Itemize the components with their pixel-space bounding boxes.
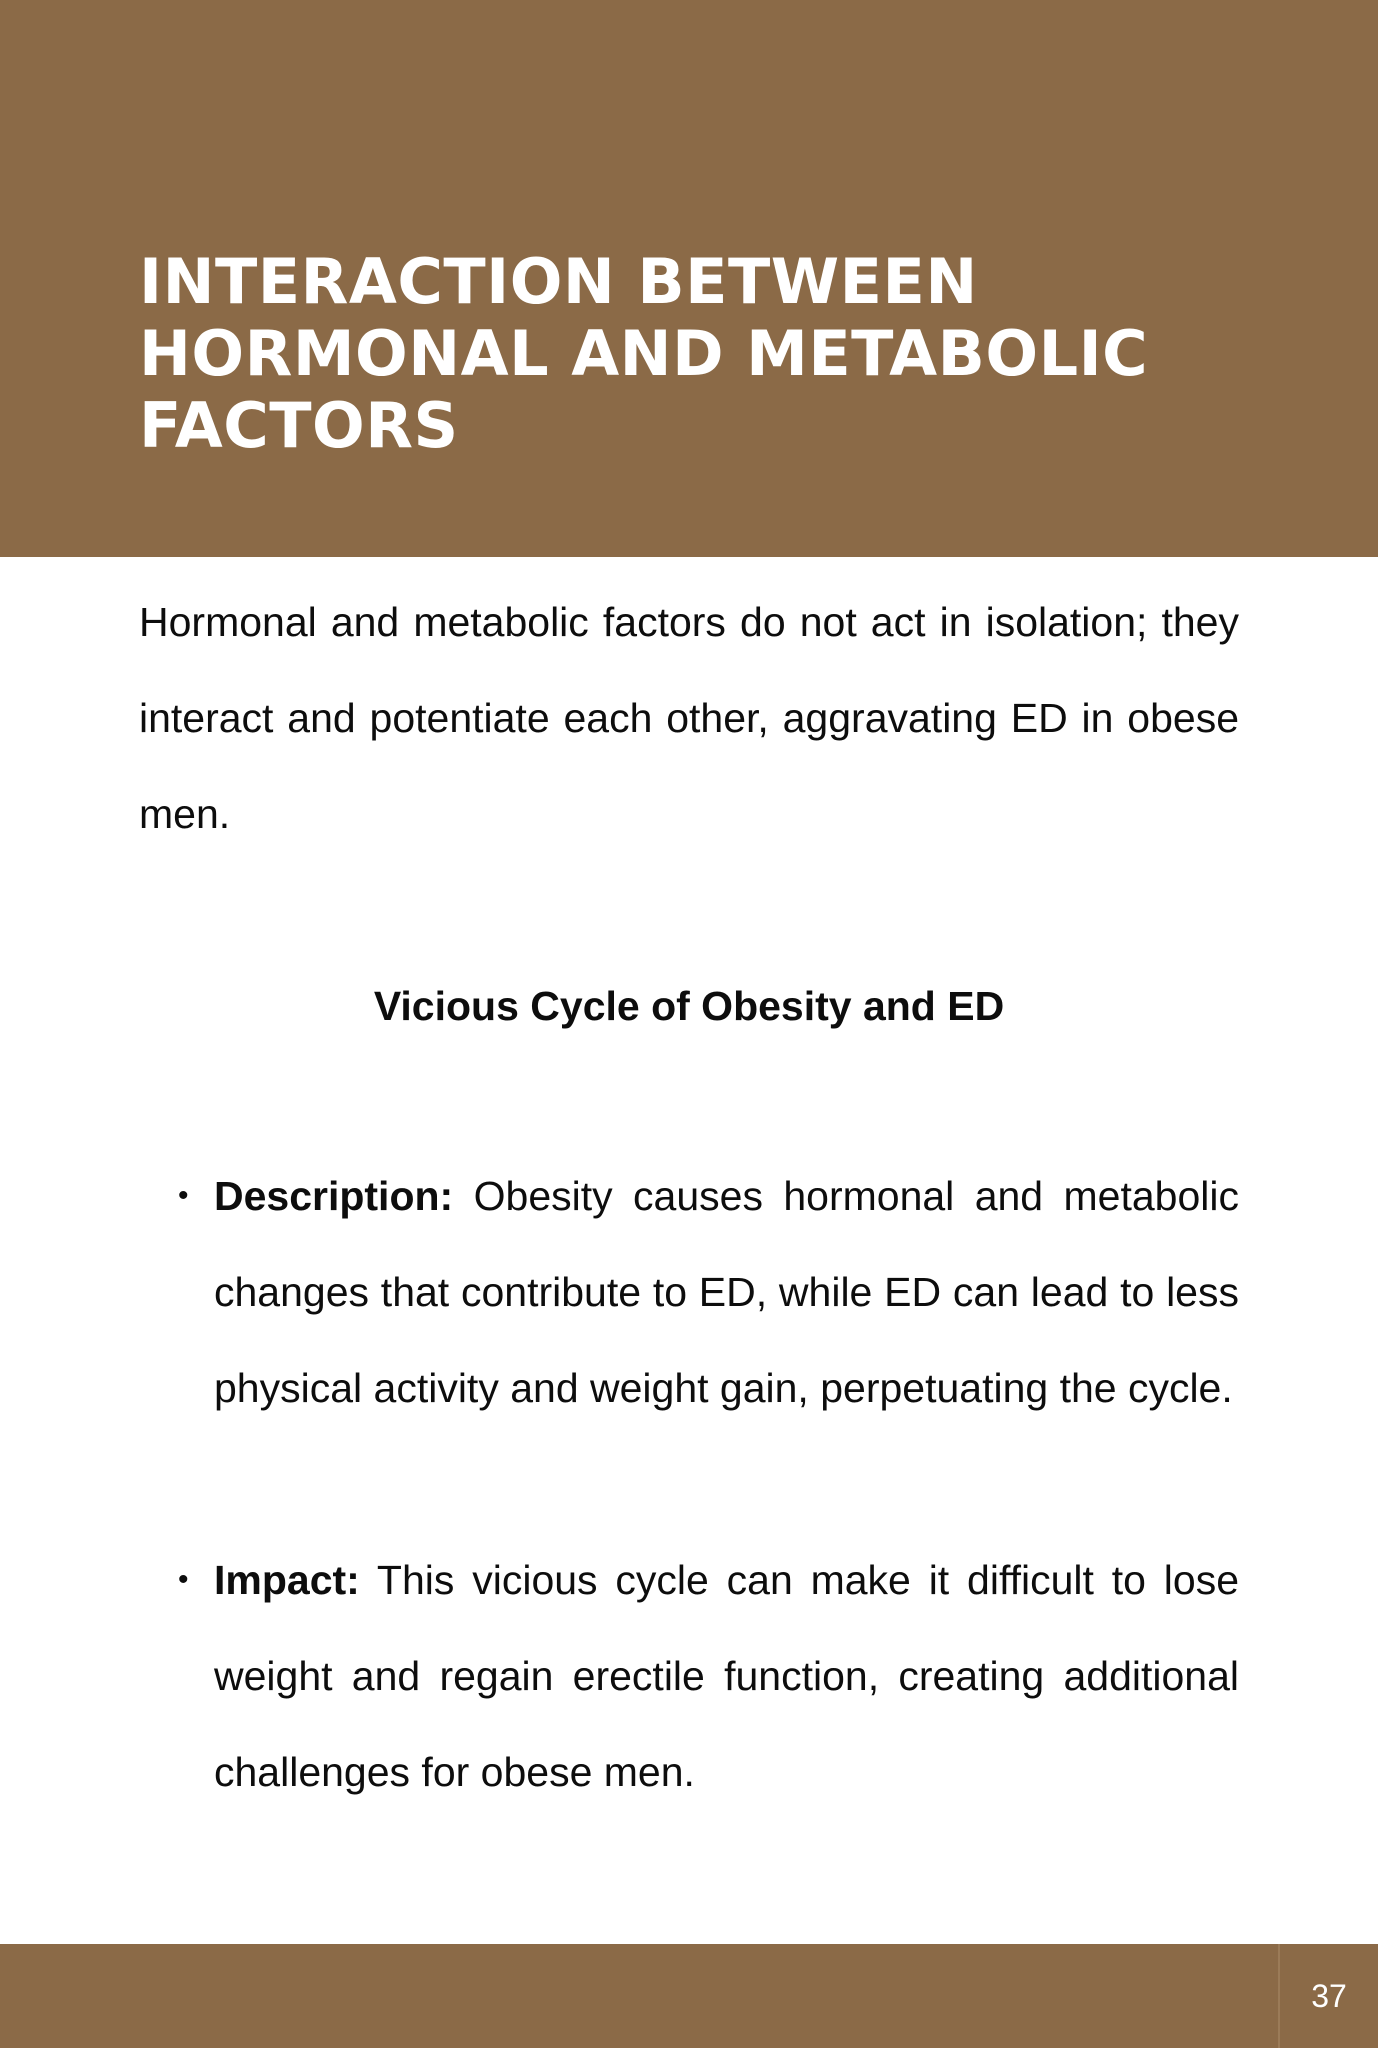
bullet-icon: • <box>178 1563 189 1596</box>
bullet-term: Description: <box>214 1173 454 1219</box>
footer-band <box>0 1944 1378 2048</box>
section-heading: Vicious Cycle of Obesity and ED <box>373 983 1005 1029</box>
page-number: 37 <box>1278 1944 1378 2048</box>
intro-paragraph: Hormonal and metabolic factors do not act in isolation; they interact and potentiate each other, aggravating ED in obese men. <box>139 599 1239 837</box>
bullet-item-impact <box>178 1532 1239 1820</box>
bullet-term: Impact: <box>214 1557 360 1603</box>
bullet-text: This vicious cycle can make it difficult to lose weight and regain erectile function, creating additional challenges for obese men. <box>214 1557 1239 1795</box>
bullet-text: Obesity causes hormonal and metabolic changes that contribute to ED, while ED can lead to less physical activity and weight gain, perpetuating the cycle. <box>214 1173 1239 1411</box>
bullet-icon: • <box>178 1179 189 1212</box>
bullet-item-description <box>178 1148 1239 1436</box>
page-title: INTERACTION BETWEEN HORMONAL AND METABOLIC FACTORS <box>139 245 1149 462</box>
header-band <box>0 0 1378 557</box>
bullet-list <box>178 1148 1239 1916</box>
